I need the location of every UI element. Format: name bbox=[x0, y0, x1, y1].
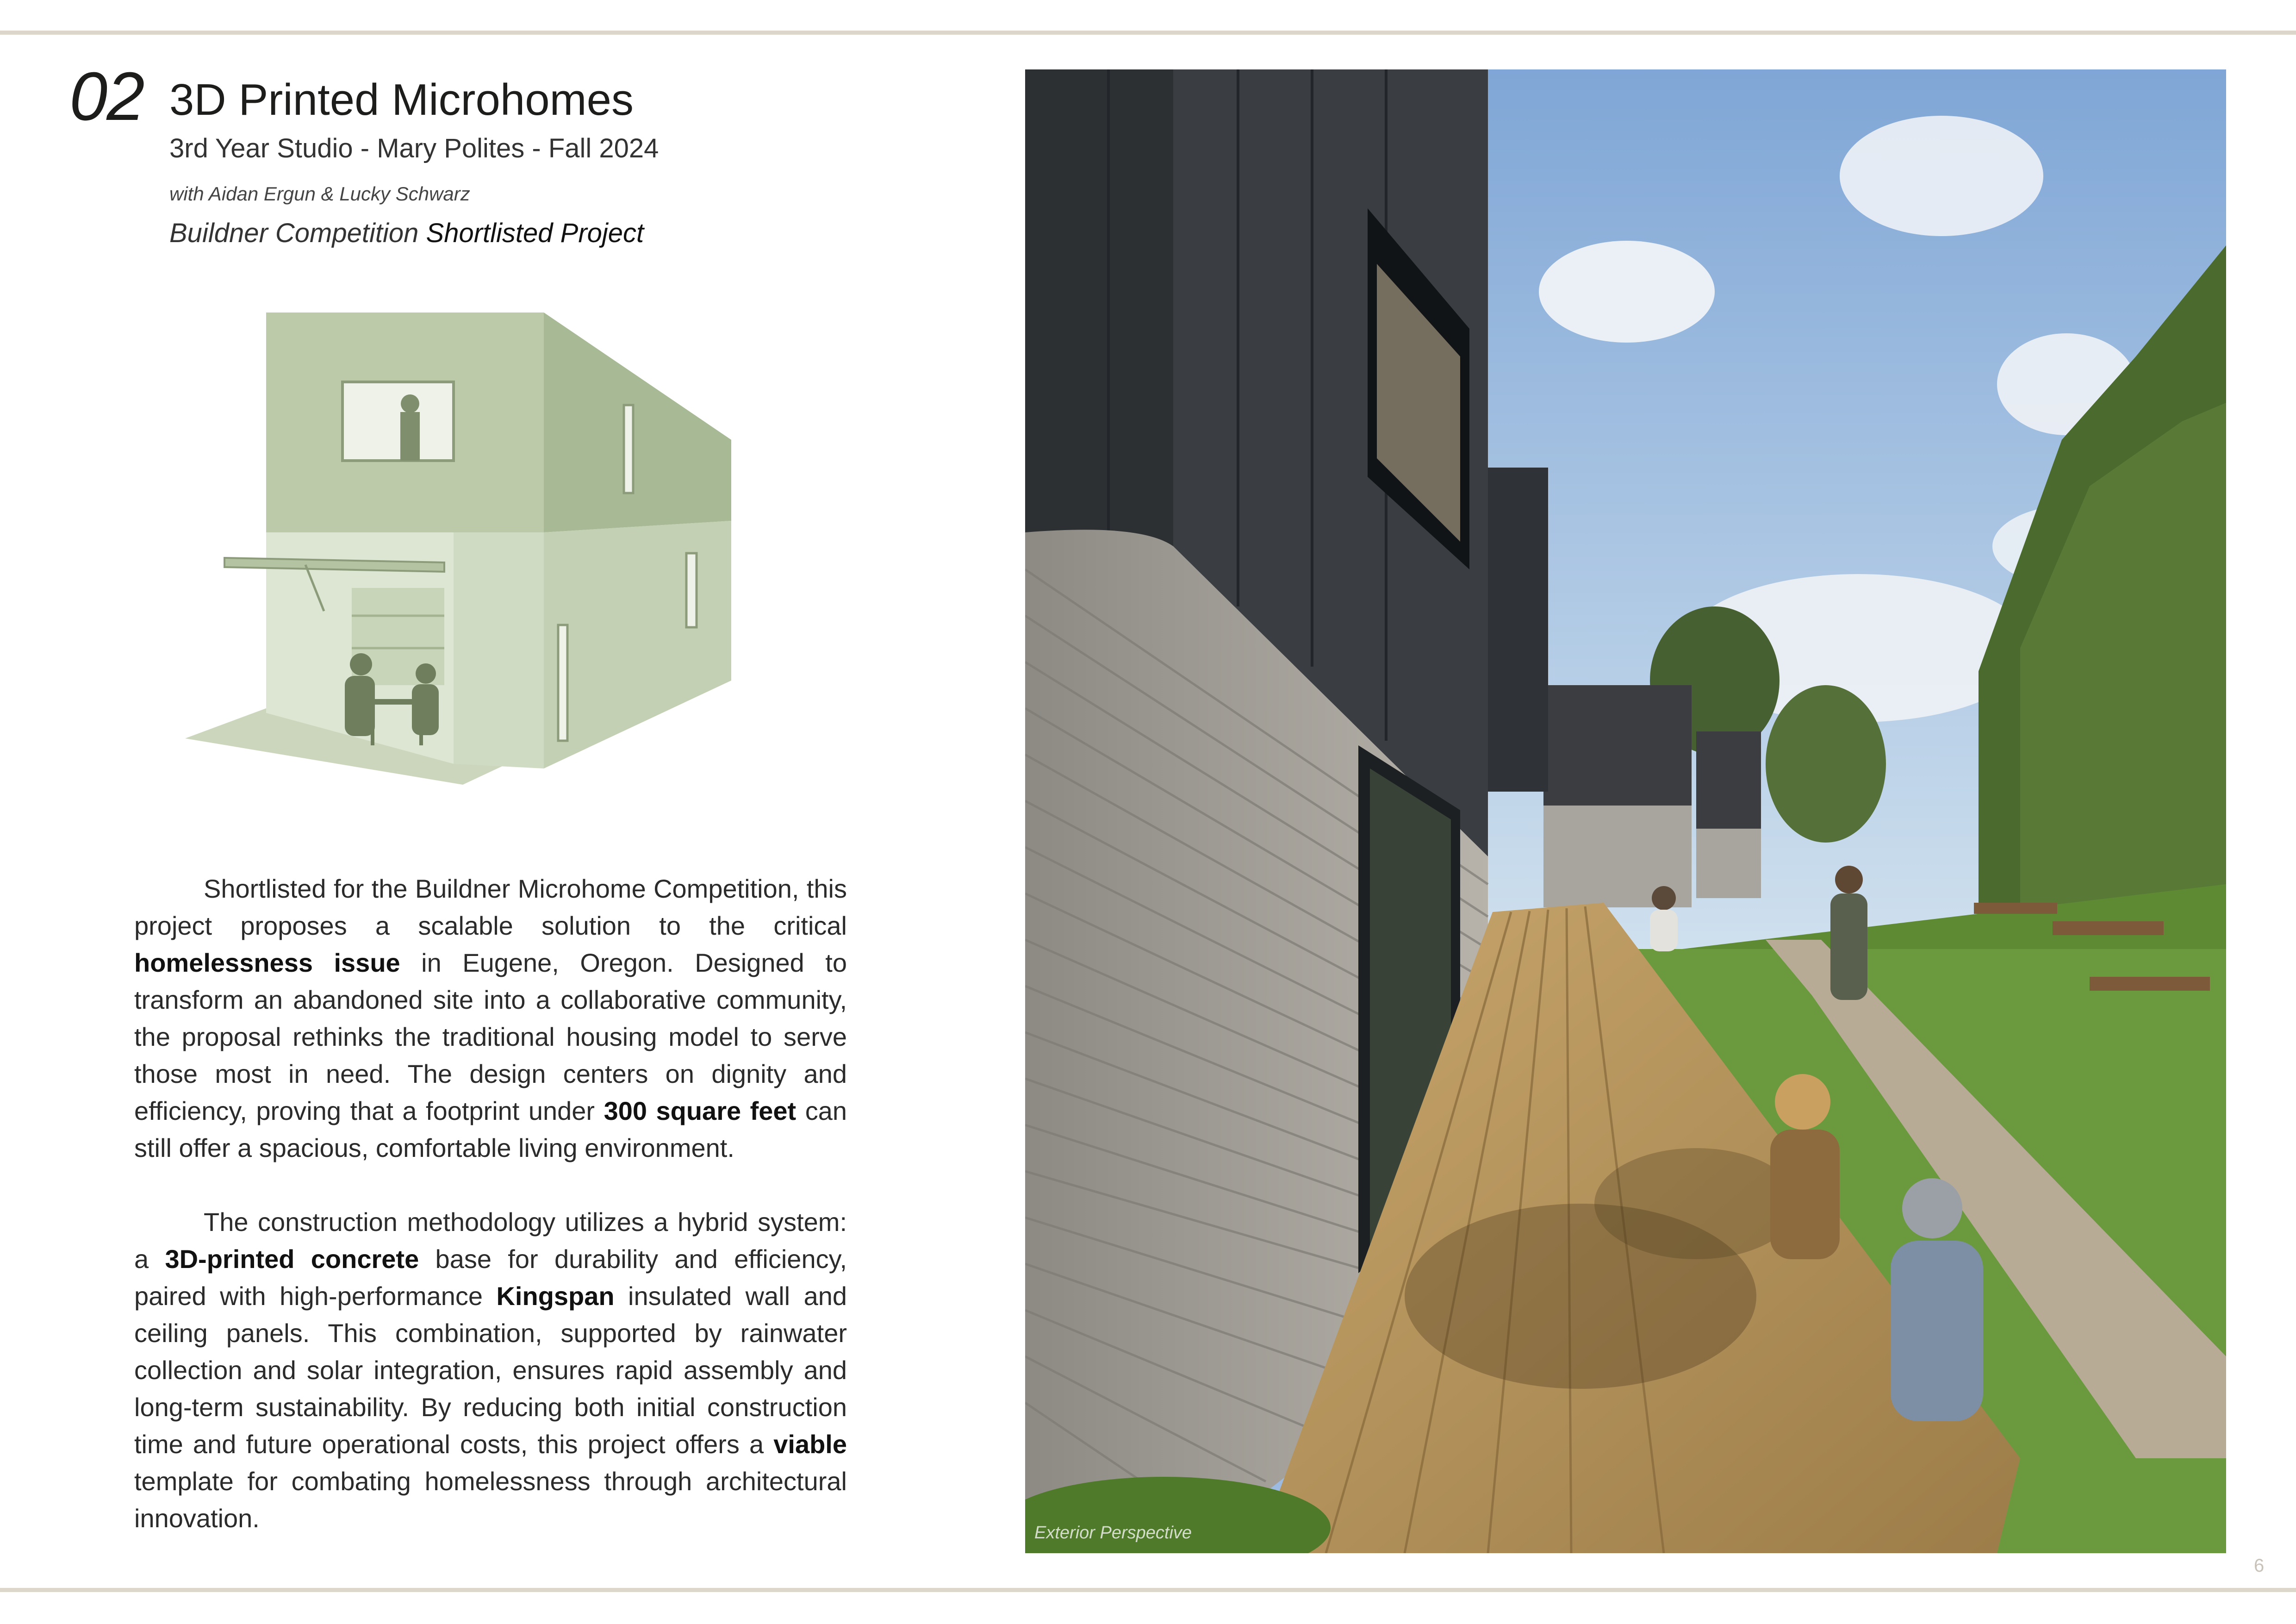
top-rule bbox=[0, 31, 2296, 35]
page-number: 6 bbox=[2254, 1555, 2265, 1576]
p2-text-a: The construction methodology utilizes a hybrid system: a bbox=[134, 1207, 847, 1274]
p2-emphasis-concrete: 3D-printed concrete bbox=[165, 1244, 419, 1274]
project-description bbox=[134, 870, 847, 1574]
p2-text-g: template for combating homelessness through architectural innovation. bbox=[134, 1467, 847, 1533]
competition-line bbox=[169, 218, 644, 249]
p2-text-c: base for durability and efficiency, paired with high-performance bbox=[134, 1244, 847, 1311]
exterior-perspective-render bbox=[1025, 69, 2226, 1553]
p2-emphasis-kingspan: Kingspan bbox=[496, 1281, 615, 1311]
project-number: 02 bbox=[69, 58, 144, 135]
p1-emphasis-homelessness: homelessness issue bbox=[134, 948, 400, 977]
p1-text-e: can still offer a spacious, comfortable living environment. bbox=[134, 1096, 847, 1162]
description-paragraph-2 bbox=[134, 1204, 847, 1537]
competition-prefix: Buildner Competition bbox=[169, 218, 426, 248]
microhome-axonometric-illustration bbox=[185, 287, 750, 796]
render-caption: Exterior Perspective bbox=[1034, 1523, 1192, 1543]
competition-emphasis: Shortlisted Project bbox=[426, 218, 644, 248]
p1-emphasis-footprint: 300 square feet bbox=[604, 1096, 796, 1125]
collaborators: with Aidan Ergun & Lucky Schwarz bbox=[169, 183, 470, 205]
description-paragraph-1 bbox=[134, 870, 847, 1167]
bottom-rule bbox=[0, 1588, 2296, 1592]
project-subtitle: 3rd Year Studio - Mary Polites - Fall 2024 bbox=[169, 133, 659, 163]
p2-emphasis-viable: viable bbox=[773, 1430, 847, 1459]
p1-text-c: in Eugene, Oregon. Designed to transform an abandoned site into a collaborative community, the proposal rethinks the traditional housing model to serve those most in need. The design centers on dignity and efficiency, proving that a footprint under bbox=[134, 948, 847, 1125]
p2-text-e: insulated wall and ceiling panels. This combination, supported by rainwater collection and solar integration, ensures rapid assembly and long-term sustainability. By reducing both initial construction time and future operational costs, this project offers a bbox=[134, 1281, 847, 1459]
p1-text-a: Shortlisted for the Buildner Microhome Competition, this project proposes a scalable solution to the critical bbox=[134, 874, 847, 940]
project-title: 3D Printed Microhomes bbox=[169, 75, 634, 125]
